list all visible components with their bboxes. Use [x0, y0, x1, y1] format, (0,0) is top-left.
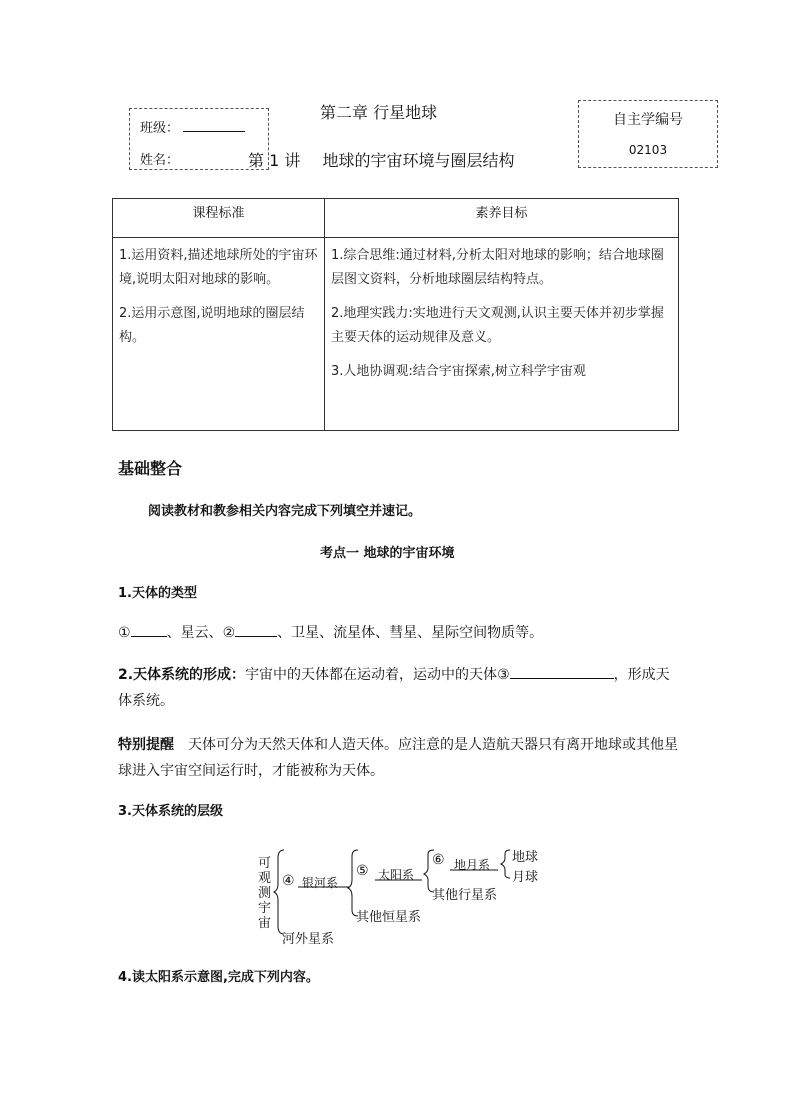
class-blank[interactable] — [183, 117, 245, 132]
node-other-star-systems: 其他恒星系 — [356, 910, 422, 925]
q3-title: 3.天体系统的层级 — [118, 804, 223, 819]
node-moon: 月球 — [512, 870, 539, 885]
q2-title: 2.天体系统的形成： — [118, 667, 246, 683]
literacy-goals-cell — [325, 238, 679, 431]
lesson-prefix: 第 1 讲 — [248, 151, 301, 170]
special-note: 特别提醒 天体可分为天然天体和人造天体。应注意的是人造航天器只有离开地球或其他星球进入宇宙空间运行时，才能被称为天体。 — [118, 737, 678, 779]
chapter-title: 第二章 行星地球 — [320, 103, 438, 122]
goal-item: 2.地理实践力:实地进行天文观测,认识主要天体并初步掌握主要天体的运动规律及意义。 — [331, 306, 664, 345]
node-solar-system: 太阳系 — [378, 868, 415, 882]
section-intro: 阅读教材和教参相关内容完成下列填空并速记。 — [148, 504, 422, 519]
blank-1[interactable] — [131, 622, 167, 637]
lesson-title: 地球的宇宙环境与圈层结构 — [322, 151, 515, 170]
blank-3-marker: ③ — [497, 667, 510, 683]
standards-table — [112, 198, 679, 431]
blank-3[interactable] — [510, 664, 614, 679]
standard-item: 1.运用资料,描述地球所处的宇宙环境,说明太阳对地球的影响。 — [119, 248, 318, 287]
col2-header: 素养目标 — [325, 199, 679, 238]
root-observable-universe: 可观测宇宙 — [258, 856, 272, 931]
course-standards-cell — [113, 238, 325, 431]
id-label: 自主学编号 — [613, 112, 683, 128]
q1-title: 1.天体的类型 — [118, 586, 197, 601]
standard-item: 2.运用示意图,说明地球的圈层结构。 — [119, 306, 305, 345]
node-earth: 地球 — [512, 850, 539, 865]
col1-header: 课程标准 — [113, 199, 325, 238]
topic-title: 考点一 地球的宇宙环境 — [320, 546, 455, 561]
blank-2[interactable] — [235, 622, 277, 637]
self-study-id-box — [578, 100, 718, 168]
q2-paragraph: 2.天体系统的形成：宇宙中的天体都在运动着，运动中的天体③ ，形成天体系统。 — [118, 662, 678, 714]
q4-title: 4.读太阳系示意图,完成下列内容。 — [118, 970, 319, 985]
class-label: 班级： — [140, 121, 180, 136]
section-heading: 基础整合 — [118, 459, 183, 478]
marker-5: ⑤ — [356, 863, 369, 879]
goal-item: 3.人地协调观:结合宇宙探索,树立科学宇宙观 — [331, 364, 586, 379]
name-label: 姓名： — [140, 153, 180, 168]
marker-6: ⑥ — [432, 852, 445, 868]
celestial-system-hierarchy — [250, 840, 560, 950]
marker-4: ④ — [282, 873, 295, 889]
note-label: 特别提醒 — [118, 737, 174, 753]
lesson-title-line — [248, 148, 515, 171]
node-galaxy: 银河系 — [302, 876, 339, 890]
node-other-planet-systems: 其他行星系 — [432, 888, 498, 903]
q1-line: ① 、星云、② 、卫星、流星体、彗星、星际空间物质等。 — [118, 620, 543, 646]
id-value: 02103 — [628, 143, 668, 157]
node-earth-moon-system: 地月系 — [454, 858, 491, 872]
node-other-galaxy: 河外星系 — [282, 932, 335, 947]
goal-item: 1.综合思维:通过材料,分析太阳对地球的影响；结合地球圈层图文资料，分析地球圈层结构特点。 — [331, 248, 664, 287]
blank-1-marker: ① — [118, 625, 131, 641]
blank-2-marker: ② — [222, 625, 236, 641]
